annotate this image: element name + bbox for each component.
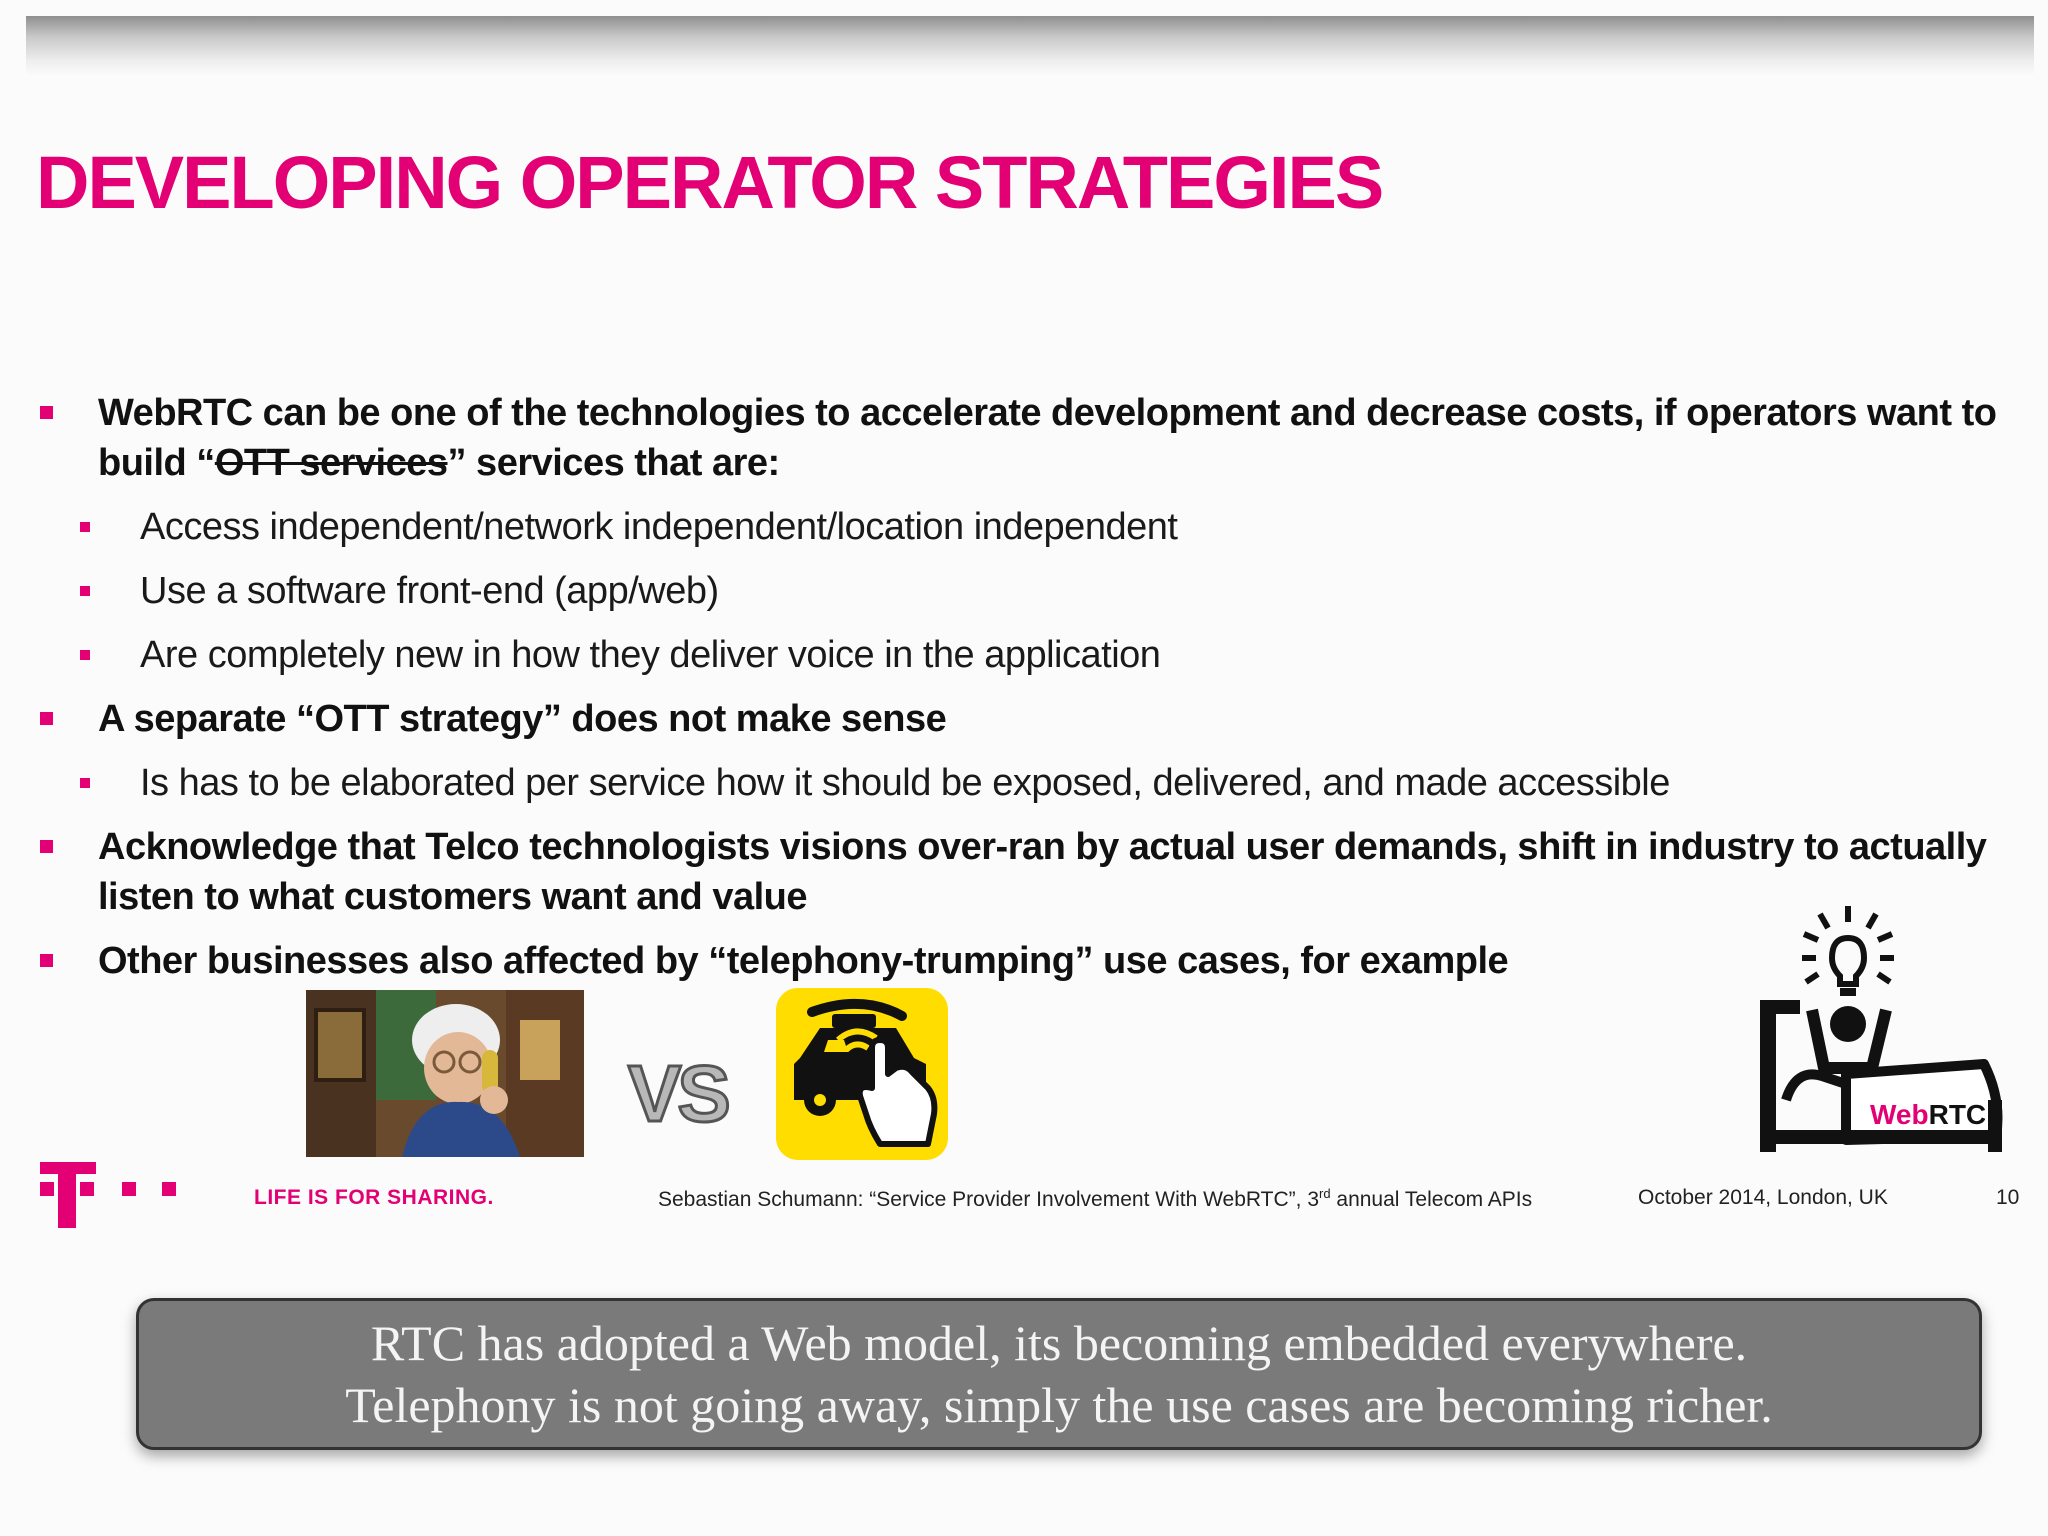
- page-number: 10: [1996, 1186, 2020, 1209]
- bullet-level1: [34, 822, 2024, 922]
- bullet-square: [80, 522, 90, 532]
- webrtc-bed-illustration: [1752, 900, 2012, 1158]
- bullet-text: Other businesses also affected by “telephony-trumping” use cases, for example: [98, 940, 1509, 982]
- citation: [658, 1186, 1532, 1212]
- strikethrough-text: OTT services: [214, 442, 448, 484]
- bullet-square: [80, 586, 90, 596]
- bullet-level1: [34, 388, 2024, 488]
- telephone-photo: [306, 990, 584, 1157]
- bullet-text: Use a software front-end (app/web): [140, 570, 719, 612]
- bullet-level2: [34, 566, 2024, 616]
- bullet-square: [80, 778, 90, 788]
- telekom-t-logo: [38, 1160, 188, 1228]
- caption-line-1: RTC has adopted a Web model, its becoming embedded everywhere.: [370, 1315, 1748, 1371]
- bullet-text: ” services that are:: [447, 442, 780, 484]
- bullet-text: Is has to be elaborated per service how it should be exposed, delivered, and made accessible: [140, 762, 1670, 804]
- bullet-level1: [34, 694, 2024, 744]
- bullet-text: WebRTC can be one of the technologies to accelerate development and decrease costs, if operators want to build “: [98, 392, 1997, 484]
- bullet-square: [40, 840, 53, 853]
- slide-top-bar: [26, 16, 2034, 76]
- webrtc-label-rtc: RTC: [1928, 1099, 1987, 1130]
- bullet-square: [40, 954, 53, 967]
- bullet-square: [40, 712, 53, 725]
- bullet-level2: [34, 502, 2024, 552]
- bullet-text: A separate “OTT strategy” does not make sense: [98, 698, 947, 740]
- bullet-text: Are completely new in how they deliver voice in the application: [140, 634, 1161, 676]
- caption-box: [136, 1298, 1982, 1450]
- bullet-level2: [34, 758, 2024, 808]
- bullet-text: Acknowledge that Telco technologists visions over-ran by actual user demands, shift in industry to actually listen to what customers want and value: [98, 826, 1987, 918]
- bullet-level2: [34, 630, 2024, 680]
- slogan: LIFE IS FOR SHARING.: [254, 1186, 494, 1209]
- bullet-text: Access independent/network independent/location independent: [140, 506, 1178, 548]
- citation-text: annual Telecom APIs: [1330, 1188, 1533, 1211]
- date-place: October 2014, London, UK: [1638, 1186, 1888, 1209]
- caption-line-2: Telephony is not going away, simply the use cases are becoming richer.: [345, 1377, 1773, 1433]
- webrtc-label-web: Web: [1870, 1099, 1929, 1130]
- lightbulb-icon: [1802, 906, 1894, 996]
- slide-title: DEVELOPING OPERATOR STRATEGIES: [36, 141, 1383, 224]
- citation-superscript: rd: [1319, 1186, 1331, 1201]
- vs-label: VS: [628, 1049, 727, 1138]
- citation-text: Sebastian Schumann: “Service Provider Involvement With WebRTC”, 3: [658, 1188, 1319, 1211]
- svg-text:WebRTC: [1870, 1099, 1986, 1130]
- bullet-square: [40, 406, 53, 419]
- bullet-list: [34, 388, 2024, 1000]
- bullet-level1: [34, 936, 2024, 986]
- taxi-app-icon: [776, 988, 948, 1160]
- bullet-square: [80, 650, 90, 660]
